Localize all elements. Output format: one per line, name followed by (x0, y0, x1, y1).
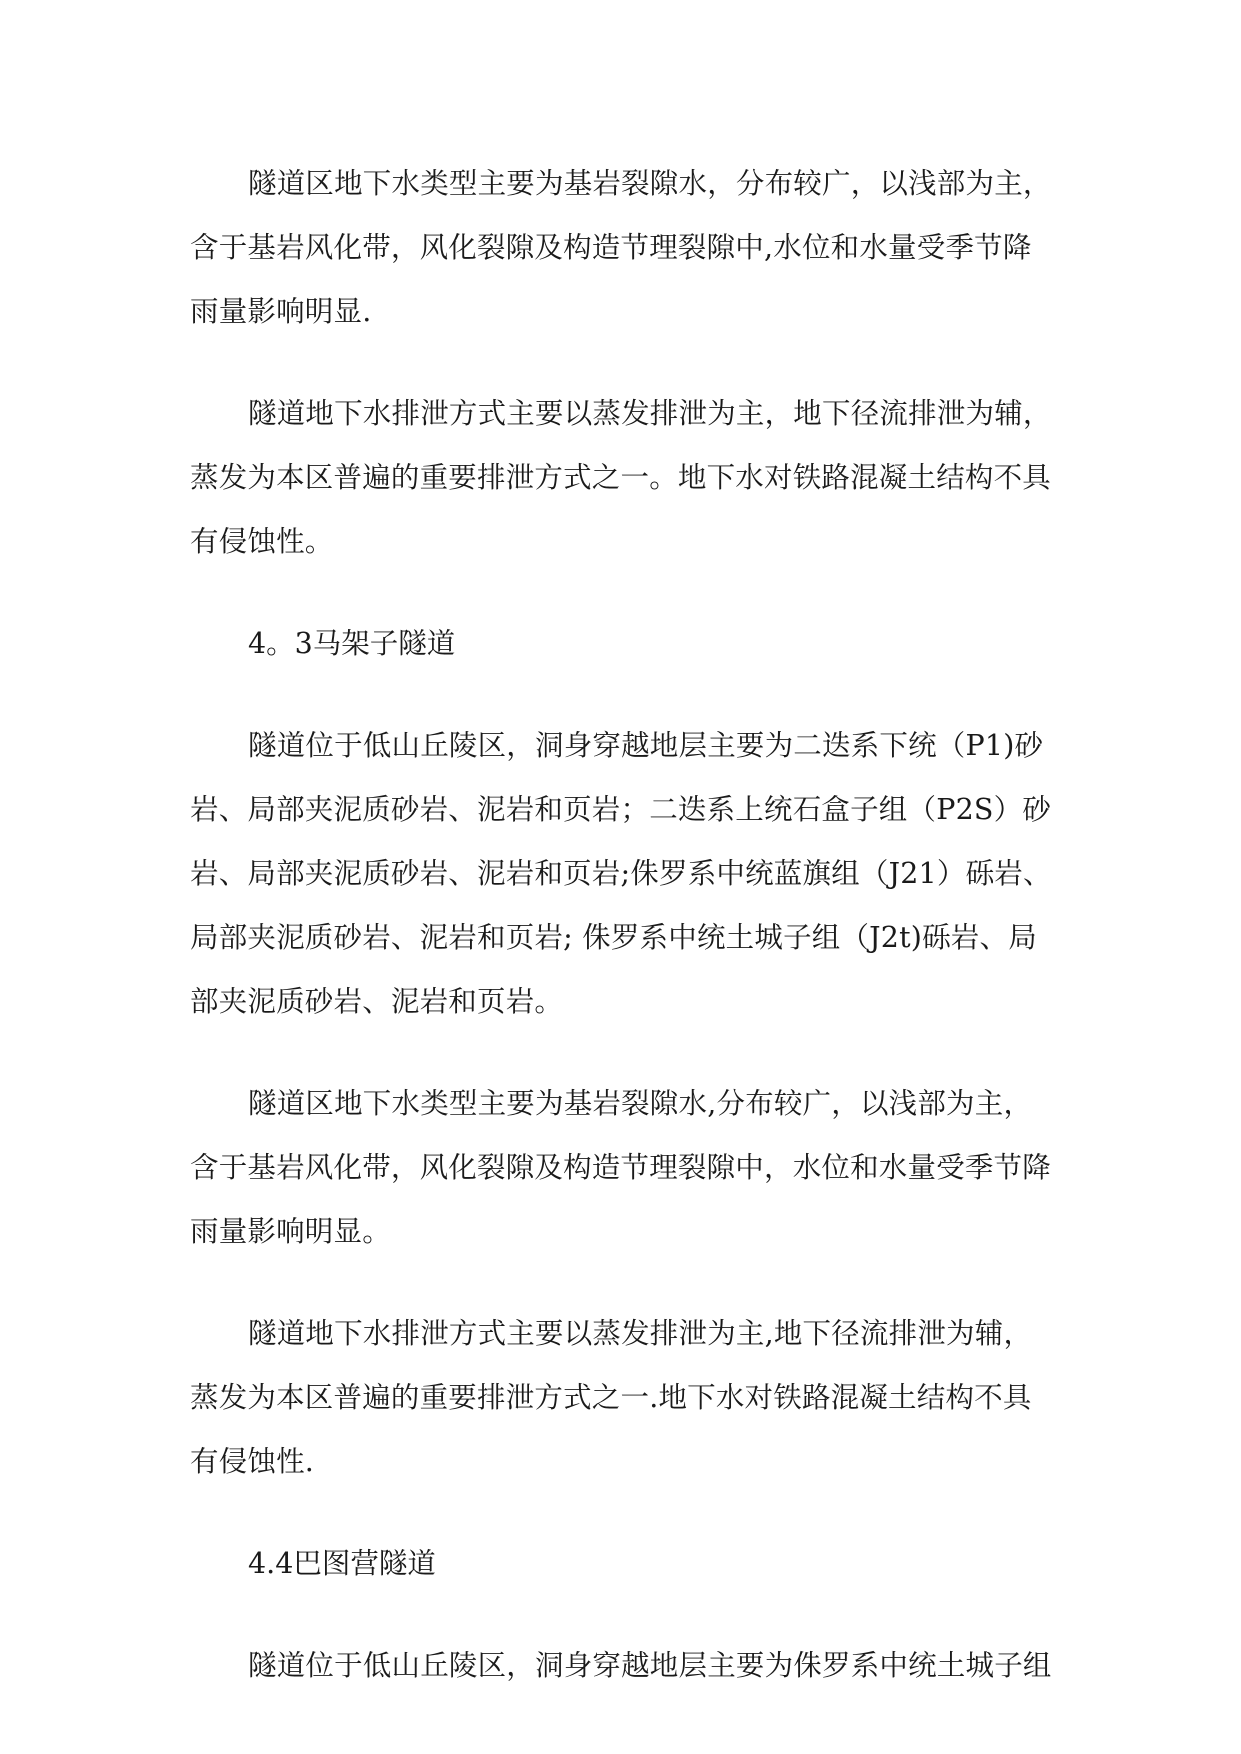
text-line: 隧道位于低山丘陵区，洞身穿越地层主要为侏罗系中统土城子组 (248, 1649, 1052, 1682)
paragraph-groundwater-discharge-2 (190, 1302, 1060, 1494)
text-line: 蒸发为本区普遍的重要排泄方式之一。地下水对铁路混凝土结构不具 (190, 461, 1052, 494)
text-line: 局部夹泥质砂岩、泥岩和页岩; 侏罗系中统土城子组（J2t)砾岩、局 (190, 921, 1037, 954)
text-line: 岩、局部夹泥质砂岩、泥岩和页岩;侏罗系中统蓝旗组（J21）砾岩、 (190, 857, 1052, 890)
text-line: 隧道区地下水类型主要为基岩裂隙水，分布较广，以浅部为主， (248, 167, 1052, 200)
paragraph-groundwater-discharge-1 (190, 382, 1060, 574)
section-heading-majiazi-tunnel: 4。3马架子隧道 (248, 627, 456, 660)
text-line: 蒸发为本区普遍的重要排泄方式之一.地下水对铁路混凝土结构不具 (190, 1381, 1032, 1414)
paragraph-strata-majiazi (190, 714, 1060, 1034)
paragraph-groundwater-type-1 (190, 152, 1060, 344)
text-line: 部夹泥质砂岩、泥岩和页岩。 (190, 985, 564, 1018)
text-line: 有侵蚀性. (190, 1445, 315, 1478)
paragraph-groundwater-type-2 (190, 1072, 1060, 1264)
text-line: 隧道地下水排泄方式主要以蒸发排泄为主，地下径流排泄为辅， (248, 397, 1052, 430)
text-line: 雨量影响明显。 (190, 1215, 391, 1248)
text-line: 雨量影响明显. (190, 295, 372, 328)
text-line: 含于基岩风化带，风化裂隙及构造节理裂隙中，水位和水量受季节降 (190, 1151, 1052, 1184)
text-line: 隧道地下水排泄方式主要以蒸发排泄为主,地下径流排泄为辅， (248, 1317, 1033, 1350)
section-heading-batuying-tunnel: 4.4巴图营隧道 (248, 1547, 436, 1580)
text-line: 有侵蚀性。 (190, 525, 334, 558)
text-line: 含于基岩风化带，风化裂隙及构造节理裂隙中,水位和水量受季节降 (190, 231, 1032, 264)
document-page (190, 152, 1060, 1736)
text-line: 隧道区地下水类型主要为基岩裂隙水,分布较广，以浅部为主， (248, 1087, 1033, 1120)
text-line: 隧道位于低山丘陵区，洞身穿越地层主要为二迭系下统（P1)砂 (248, 729, 1044, 762)
text-line: 岩、局部夹泥质砂岩、泥岩和页岩；二迭系上统石盒子组（P2S）砂 (190, 793, 1052, 826)
paragraph-strata-batuying (190, 1634, 1060, 1698)
